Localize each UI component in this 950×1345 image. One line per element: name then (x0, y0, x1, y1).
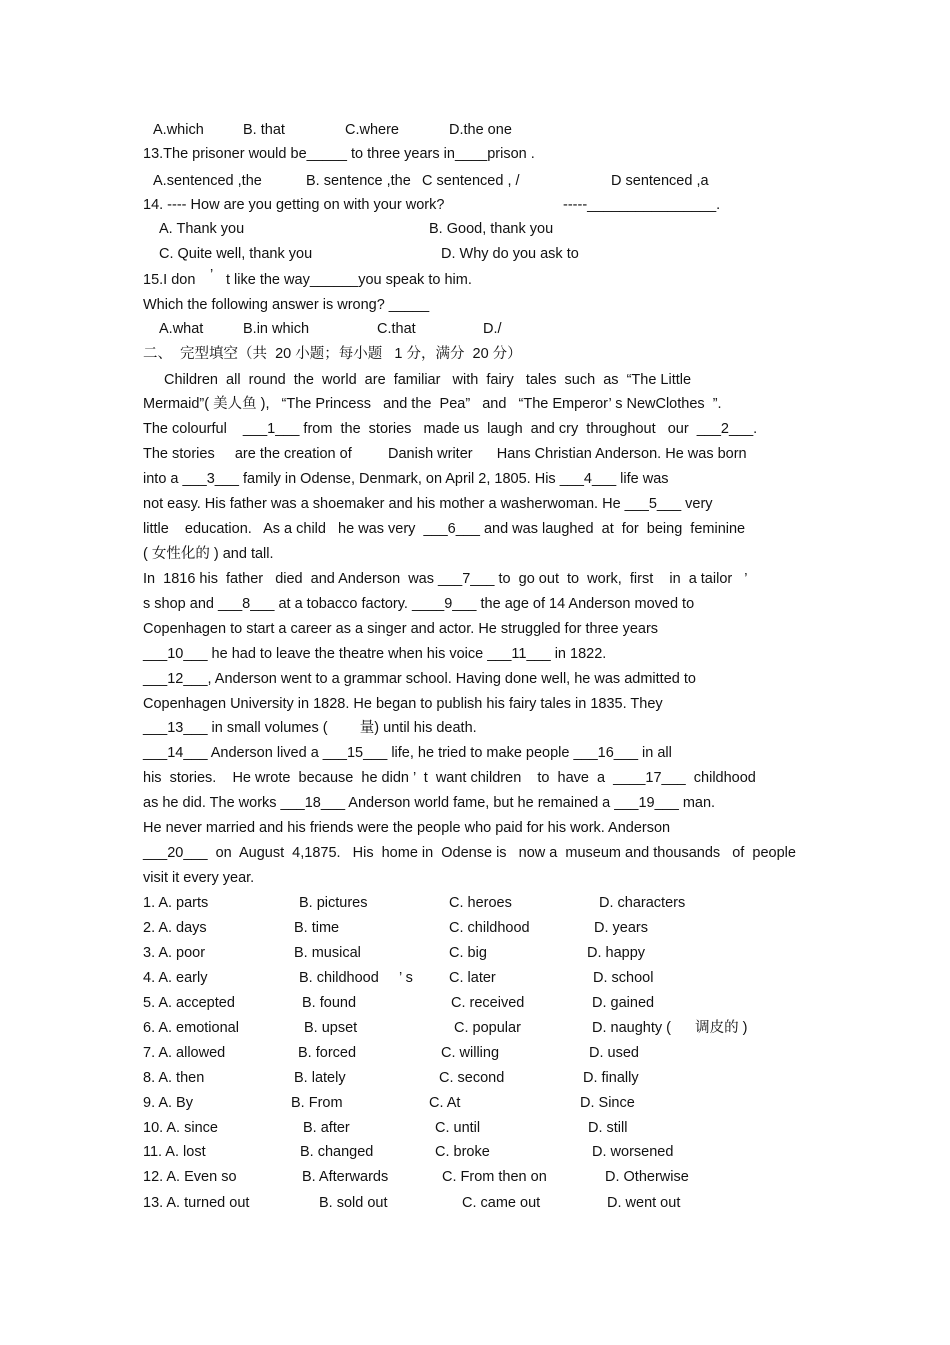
passage-line: ___13___ in small volumes ( 量) until his death. (143, 720, 477, 736)
choice-10-c: C. until (435, 1120, 481, 1136)
choice-8-d: D. finally (583, 1070, 639, 1086)
passage-line: ___14___ Anderson lived a ___15___ life, he tried to make people ___16___ in all (143, 745, 672, 761)
choice-1-b: B. pictures (299, 895, 368, 911)
choice-2-c: C. childhood (449, 920, 530, 936)
choice-4-d: D. school (593, 970, 654, 986)
choice-6-a: 6. A. emotional (143, 1020, 239, 1036)
q15-stem-part-c: t like the way______you speak to him. (226, 272, 472, 288)
passage-line: s shop and ___8___ at a tobacco factory. ____9___ the age of 14 Anderson moved to (143, 596, 695, 612)
choice-9-b: B. From (291, 1095, 343, 1111)
passage-line: The colourful ___1___ from the stories made us laugh and cry throughout our ___2___. (143, 421, 758, 437)
passage-line: Children all round the world are familiar with fairy tales such as “The Little (164, 372, 692, 388)
passage-line: Copenhagen to start a career as a singer and actor. He struggled for three years (143, 621, 659, 637)
passage-line: In 1816 his father died and Anderson was ___7___ to go out to work, first in a tailor ’ (143, 571, 748, 587)
q15-option-d: D./ (483, 321, 502, 337)
q15-option-a: A.what (159, 321, 204, 337)
q13-option-b: B. sentence ,the (306, 173, 411, 189)
choice-11-b: B. changed (300, 1144, 374, 1160)
q15-option-b: B.in which (243, 321, 310, 337)
choice-12-c: C. From then on (442, 1169, 547, 1185)
choice-1-d: D. characters (599, 895, 686, 911)
choice-7-a: 7. A. allowed (143, 1045, 226, 1061)
choice-13-b: B. sold out (319, 1195, 388, 1211)
choice-12-a: 12. A. Even so (143, 1169, 237, 1185)
q15-option-c: C.that (377, 321, 416, 337)
choice-6-d: D. naughty ( 调皮的 ) (592, 1020, 748, 1036)
choice-5-b: B. found (302, 995, 357, 1011)
choice-10-b: B. after (303, 1120, 350, 1136)
choice-6-c: C. popular (454, 1020, 521, 1036)
choice-11-c: C. broke (435, 1144, 490, 1160)
q12-option-a: A.which (153, 122, 204, 138)
section-heading: 二、 完型填空（共 20 小题；每小题 1 分，满分 20 分） (143, 346, 522, 362)
passage-line: Copenhagen University in 1828. He began to publish his fairy tales in 1835. They (143, 696, 663, 712)
q14-stem: 14. ---- How are you getting on with your work? (143, 197, 445, 213)
choice-10-d: D. still (588, 1120, 628, 1136)
passage-line: ___12___, Anderson went to a grammar school. Having done well, he was admitted to (143, 671, 696, 687)
q15-apostrophe: ’ (210, 267, 214, 283)
choice-12-d: D. Otherwise (605, 1169, 689, 1185)
choice-12-b: B. Afterwards (302, 1169, 389, 1185)
choice-11-d: D. worsened (592, 1144, 674, 1160)
choice-2-d: D. years (594, 920, 648, 936)
choice-7-c: C. willing (441, 1045, 500, 1061)
choice-9-a: 9. A. By (143, 1095, 193, 1111)
q15-question: Which the following answer is wrong? _____ (143, 297, 430, 313)
q15-stem-part-a: 15.I don (143, 272, 196, 288)
q14-option-c: C. Quite well, thank you (159, 246, 313, 262)
choice-9-c: C. At (429, 1095, 461, 1111)
passage-line: little education. As a child he was very ___6___ and was laughed at for being feminine (143, 521, 746, 537)
choice-2-a: 2. A. days (143, 920, 207, 936)
choice-13-c: C. came out (462, 1195, 541, 1211)
choice-3-c: C. big (449, 945, 487, 961)
choice-8-a: 8. A. then (143, 1070, 205, 1086)
choice-11-a: 11. A. lost (143, 1144, 206, 1160)
choice-1-c: C. heroes (449, 895, 512, 911)
choice-3-d: D. happy (587, 945, 646, 961)
q13-option-a: A.sentenced ,the (153, 173, 262, 189)
choice-6-b: B. upset (304, 1020, 358, 1036)
choice-13-d: D. went out (607, 1195, 681, 1211)
q14-option-b: B. Good, thank you (429, 221, 554, 237)
passage-line: visit it every year. (143, 870, 255, 886)
q13-stem: 13.The prisoner would be_____ to three years in____prison . (143, 146, 535, 162)
passage-line: The stories are the creation of Danish writer Hans Christian Anderson. He was born (143, 446, 747, 462)
passage-line: ( 女性化的 ) and tall. (143, 546, 274, 562)
q14-answer-blank: -----________________. (563, 197, 721, 213)
choice-10-a: 10. A. since (143, 1120, 218, 1136)
passage-line: ___20___ on August 4,1875. His home in Odense is now a museum and thousands of people (143, 845, 796, 861)
passage-line: ___10___ he had to leave the theatre when his voice ___11___ in 1822. (143, 646, 607, 662)
choice-3-b: B. musical (294, 945, 361, 961)
passage-line: Mermaid”( 美人鱼 ), “The Princess and the Pea” and “The Emperor’ s NewClothes ”. (143, 396, 722, 412)
q13-option-c: C sentenced , / (422, 173, 520, 189)
choice-4-b: B. childhood ’ s (299, 970, 413, 986)
choice-5-a: 5. A. accepted (143, 995, 235, 1011)
choice-3-a: 3. A. poor (143, 945, 206, 961)
q14-option-d: D. Why do you ask to (441, 246, 579, 262)
choice-1-a: 1. A. parts (143, 895, 209, 911)
choice-9-d: D. Since (580, 1095, 635, 1111)
q12-option-c: C.where (345, 122, 399, 138)
choice-13-a: 13. A. turned out (143, 1195, 250, 1211)
q14-option-a: A. Thank you (159, 221, 245, 237)
passage-line: not easy. His father was a shoemaker and his mother a washerwoman. He ___5___ very (143, 496, 713, 512)
choice-8-b: B. lately (294, 1070, 346, 1086)
passage-line: his stories. He wrote because he didn ’ t want children to have a ____17___ childhood (143, 770, 756, 786)
choice-8-c: C. second (439, 1070, 505, 1086)
choice-7-d: D. used (589, 1045, 639, 1061)
q12-option-b: B. that (243, 122, 285, 138)
choice-5-d: D. gained (592, 995, 655, 1011)
choice-4-c: C. later (449, 970, 496, 986)
choice-5-c: C. received (451, 995, 525, 1011)
passage-line: into a ___3___ family in Odense, Denmark, on April 2, 1805. His ___4___ life was (143, 471, 669, 487)
passage-line: as he did. The works ___18___ Anderson world fame, but he remained a ___19___ man. (143, 795, 716, 811)
choice-2-b: B. time (294, 920, 340, 936)
q13-option-d: D sentenced ,a (611, 173, 709, 189)
choice-4-a: 4. A. early (143, 970, 208, 986)
q12-option-d: D.the one (449, 122, 512, 138)
passage-line: He never married and his friends were the people who paid for his work. Anderson (143, 820, 671, 836)
choice-7-b: B. forced (298, 1045, 357, 1061)
